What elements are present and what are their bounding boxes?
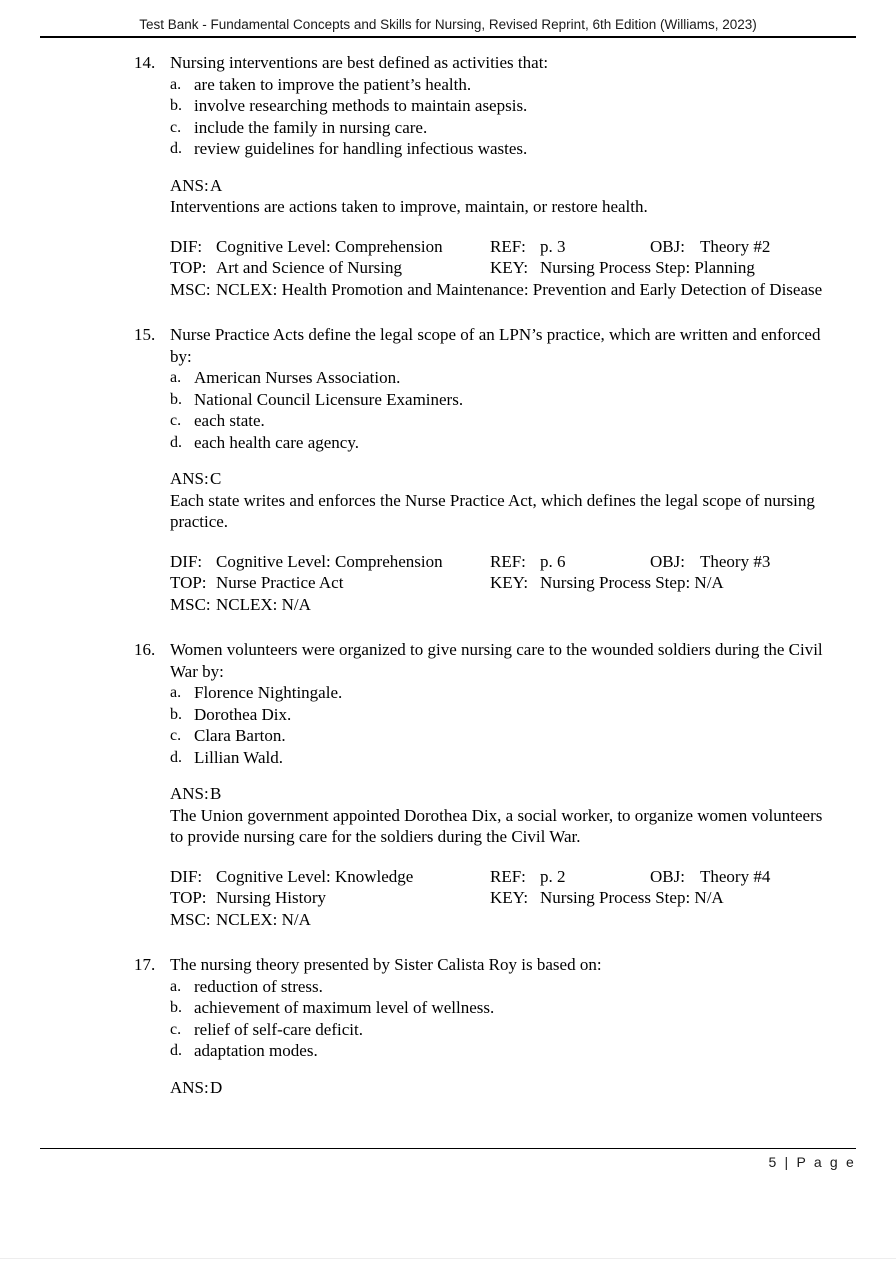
top-label: TOP: — [170, 573, 207, 592]
question-list — [0, 52, 896, 1098]
question-metadata — [0, 866, 896, 931]
question-number: 15. — [134, 325, 156, 344]
option-row[interactable] — [0, 976, 896, 998]
key-value: Nursing Process Step: N/A — [540, 573, 724, 592]
option-row[interactable] — [0, 682, 896, 704]
msc-label: MSC: — [170, 909, 211, 929]
option-letter: b. — [170, 999, 182, 1016]
option-row[interactable] — [0, 138, 896, 160]
option-row[interactable] — [0, 367, 896, 389]
answer-value: A — [210, 175, 223, 195]
option-letter: a. — [170, 75, 182, 93]
option-text: Dorothea Dix. — [194, 704, 292, 724]
option-text: Florence Nightingale. — [194, 683, 343, 702]
page-footer — [40, 1148, 856, 1172]
answer-label: ANS: — [170, 175, 209, 195]
metadata-row-top — [170, 887, 836, 909]
option-text: adaptation modes. — [194, 1041, 318, 1060]
option-letter: c. — [170, 727, 182, 744]
metadata-row-msc — [170, 279, 836, 301]
option-row[interactable] — [0, 74, 896, 96]
option-row[interactable] — [0, 704, 896, 726]
option-list — [0, 976, 896, 1062]
key-value: Nursing Process Step: N/A — [540, 888, 724, 907]
dif-label: DIF: — [170, 236, 203, 256]
metadata-row-msc — [170, 909, 836, 931]
option-text: Clara Barton. — [194, 726, 286, 745]
question-text: Nurse Practice Acts define the legal scope of an LPN’s practice, which are written and enforced by: — [170, 325, 821, 366]
option-text: relief of self-care deficit. — [194, 1019, 363, 1039]
question-number: 14. — [134, 53, 156, 72]
option-letter: d. — [170, 1042, 182, 1059]
question-spacer — [0, 615, 896, 639]
option-letter: a. — [170, 977, 182, 995]
question-metadata — [0, 551, 896, 616]
page-header — [40, 16, 856, 38]
answer-rationale: Interventions are actions taken to improve, maintain, or restore health. — [170, 197, 648, 216]
option-letter: a. — [170, 369, 182, 386]
question-text: Women volunteers were organized to give nursing care to the wounded soldiers during the Civil War by: — [170, 640, 823, 681]
answer-section — [0, 468, 896, 533]
option-text: involve researching methods to maintain asepsis. — [194, 96, 528, 115]
dif-label: DIF: — [170, 551, 203, 571]
key-value: Nursing Process Step: Planning — [540, 258, 755, 277]
answer-line — [170, 175, 826, 197]
answer-rationale: The Union government appointed Dorothea Dix, a social worker, to organize women volunteers to provide nursing care for the soldiers during the Civil War. — [170, 805, 823, 846]
answer-value: C — [210, 469, 222, 488]
question-text: The nursing theory presented by Sister Calista Roy is based on: — [170, 955, 602, 974]
option-row[interactable] — [0, 432, 896, 454]
top-value: Nursing History — [216, 888, 327, 907]
question-spacer — [0, 930, 896, 954]
obj-label: OBJ: — [650, 236, 685, 256]
question-block — [0, 52, 896, 300]
question-stem-row — [0, 324, 896, 367]
option-row[interactable] — [0, 1040, 896, 1062]
option-letter: d. — [170, 140, 182, 157]
header-rule — [40, 36, 856, 38]
question-metadata — [0, 236, 896, 301]
obj-value: Theory #3 — [700, 551, 771, 571]
msc-value: NCLEX: N/A — [216, 909, 311, 929]
msc-label: MSC: — [170, 279, 211, 299]
option-text: Lillian Wald. — [194, 747, 283, 767]
key-label: KEY: — [490, 573, 529, 592]
answer-section — [0, 783, 896, 848]
option-row[interactable] — [0, 410, 896, 432]
msc-label: MSC: — [170, 594, 211, 614]
option-row[interactable] — [0, 1019, 896, 1041]
question-stem-row — [0, 52, 896, 74]
obj-label: OBJ: — [650, 866, 685, 886]
msc-value: NCLEX: Health Promotion and Maintenance: Prevention and Early Detection of Disease — [216, 279, 823, 299]
question-number: 17. — [134, 955, 156, 974]
dif-value: Cognitive Level: Comprehension — [216, 236, 443, 256]
option-row[interactable] — [0, 117, 896, 139]
option-letter: a. — [170, 684, 182, 701]
ref-label: REF: — [490, 866, 526, 886]
dif-value: Cognitive Level: Knowledge — [216, 866, 414, 886]
option-text: review guidelines for handling infectious wastes. — [194, 139, 528, 158]
dif-value: Cognitive Level: Comprehension — [216, 551, 443, 571]
key-label: KEY: — [490, 258, 529, 277]
question-block — [0, 639, 896, 930]
page-separator — [0, 1258, 896, 1259]
answer-line — [170, 1077, 826, 1099]
top-label: TOP: — [170, 888, 207, 907]
metadata-row-dif — [170, 551, 836, 573]
option-text: reduction of stress. — [194, 976, 323, 996]
page-number: 5 | P a g e — [768, 1154, 856, 1170]
key-label: KEY: — [490, 888, 529, 907]
answer-line — [170, 783, 826, 805]
question-spacer — [0, 300, 896, 324]
question-stem-row — [0, 954, 896, 976]
option-row[interactable] — [0, 725, 896, 747]
option-text: include the family in nursing care. — [194, 117, 428, 137]
answer-section — [0, 175, 896, 218]
answer-value: B — [210, 784, 222, 803]
option-letter: c. — [170, 1020, 182, 1038]
ref-value: p. 3 — [540, 236, 566, 256]
option-row[interactable] — [0, 747, 896, 769]
metadata-row-msc — [170, 594, 836, 616]
obj-value: Theory #4 — [700, 866, 771, 886]
question-block — [0, 324, 896, 615]
question-text: Nursing interventions are best defined as activities that: — [170, 53, 549, 72]
option-row[interactable] — [0, 997, 896, 1019]
ref-label: REF: — [490, 236, 526, 256]
option-letter: b. — [170, 390, 182, 408]
obj-label: OBJ: — [650, 551, 685, 571]
option-list — [0, 74, 896, 160]
top-value: Art and Science of Nursing — [216, 258, 403, 277]
option-row[interactable] — [0, 95, 896, 117]
answer-section — [0, 1077, 896, 1099]
top-value: Nurse Practice Act — [216, 573, 344, 592]
answer-rationale: Each state writes and enforces the Nurse Practice Act, which defines the legal scope of nursing practice. — [170, 490, 815, 531]
option-text: each health care agency. — [194, 432, 360, 452]
question-number: 16. — [134, 640, 156, 659]
ref-value: p. 6 — [540, 551, 566, 571]
header-title: Test Bank - Fundamental Concepts and Skills for Nursing, Revised Reprint, 6th Edition (Williams, 2023) — [139, 17, 757, 32]
metadata-row-top — [170, 257, 836, 279]
option-list — [0, 367, 896, 453]
metadata-row-dif — [170, 236, 836, 258]
question-stem-row — [0, 639, 896, 682]
option-letter: b. — [170, 97, 182, 114]
msc-value: NCLEX: N/A — [216, 594, 311, 614]
option-letter: c. — [170, 412, 182, 429]
option-list — [0, 682, 896, 768]
dif-label: DIF: — [170, 866, 203, 886]
ref-value: p. 2 — [540, 866, 566, 886]
ref-label: REF: — [490, 551, 526, 571]
option-text: achievement of maximum level of wellness. — [194, 998, 495, 1017]
answer-label: ANS: — [170, 1077, 209, 1097]
question-block — [0, 954, 896, 1098]
answer-label: ANS: — [170, 469, 209, 488]
metadata-row-dif — [170, 866, 836, 888]
option-text: National Council Licensure Examiners. — [194, 389, 464, 409]
metadata-row-top — [170, 572, 836, 594]
option-letter: c. — [170, 118, 182, 136]
option-letter: d. — [170, 748, 182, 766]
option-text: American Nurses Association. — [194, 368, 401, 387]
obj-value: Theory #2 — [700, 236, 771, 256]
answer-label: ANS: — [170, 784, 209, 803]
option-text: are taken to improve the patient’s health. — [194, 74, 472, 94]
top-label: TOP: — [170, 258, 207, 277]
option-letter: d. — [170, 433, 182, 451]
option-letter: b. — [170, 705, 182, 723]
answer-value: D — [210, 1077, 223, 1097]
answer-line — [170, 468, 826, 490]
option-text: each state. — [194, 411, 265, 430]
option-row[interactable] — [0, 389, 896, 411]
